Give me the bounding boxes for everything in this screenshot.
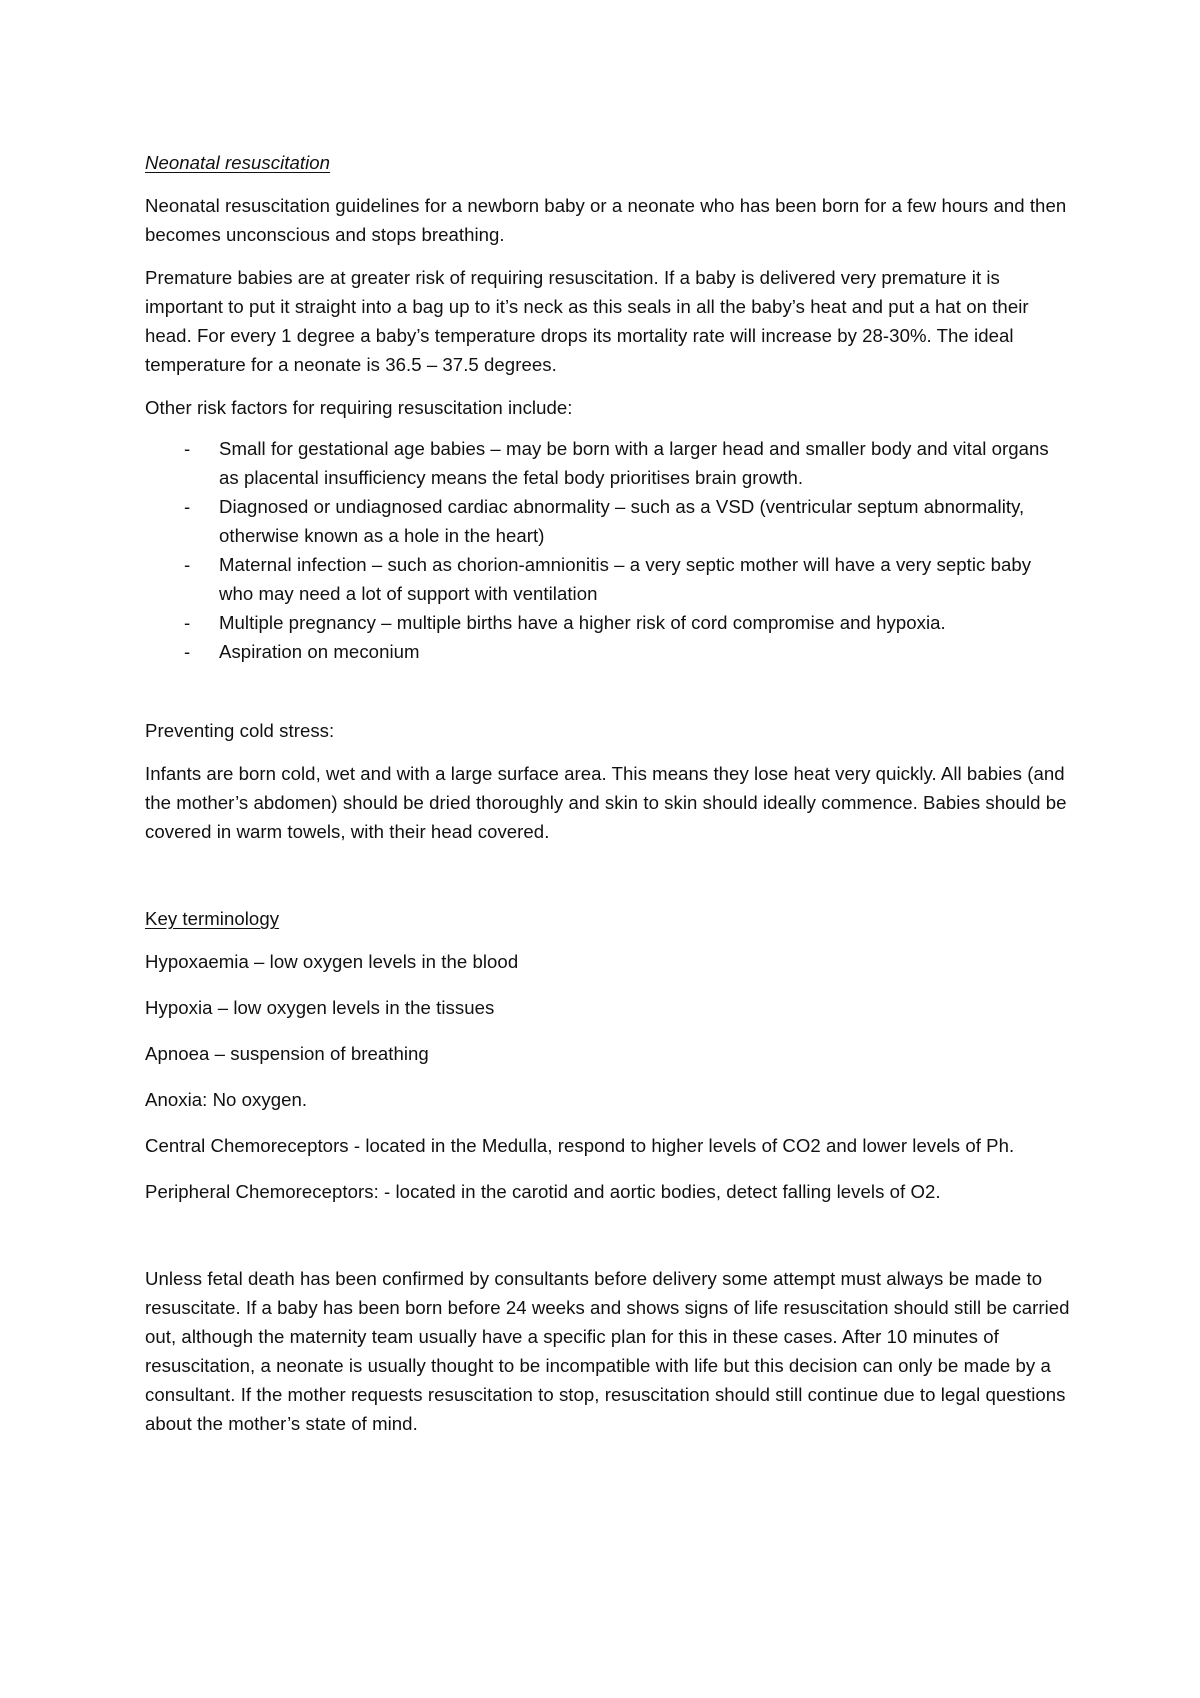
terminology-heading: Key terminology xyxy=(145,908,280,929)
list-item xyxy=(145,550,1070,608)
risk-factors-lead-in: Other risk factors for requiring resuscitation include: xyxy=(145,397,573,418)
document-body xyxy=(145,148,1070,1452)
risk-factor-text: Small for gestational age babies – may be born with a larger head and smaller body and vital organs as placental insufficiency means the fetal body prioritises brain growth. xyxy=(219,438,1049,488)
risk-factor-text: Diagnosed or undiagnosed cardiac abnormality – such as a VSD (ventricular septum abnormality, otherwise known as a hole in the heart) xyxy=(219,496,1025,546)
section-spacer xyxy=(145,860,1070,904)
term-hypoxaemia: Hypoxaemia – low oxygen levels in the blood xyxy=(145,951,519,972)
list-item xyxy=(145,608,1070,637)
closing-paragraph: Unless fetal death has been confirmed by consultants before delivery some attempt must always be made to resuscitate. If a baby has been born before 24 weeks and shows signs of life resuscitation should still be carried out, although the maternity team usually have a specific plan for this in these cases. After 10 minutes of resuscitation, a neonate is usually thought to be incompatible with life but this decision can only be made by a consultant. If the mother requests resuscitation to stop, resuscitation should still continue due to legal questions about the mother’s state of mind. xyxy=(145,1268,1070,1434)
section-spacer xyxy=(145,666,1070,716)
intro-paragraph-premature: Premature babies are at greater risk of requiring resuscitation. If a baby is delivered very premature it is important to put it straight into a bag up to it’s neck as this seals in all the baby’s heat and put a hat on their head. For every 1 degree a baby’s temperature drops its mortality rate will increase by 28-30%. The ideal temperature for a neonate is 36.5 – 37.5 degrees. xyxy=(145,267,1029,375)
cold-stress-heading: Preventing cold stress: xyxy=(145,720,335,741)
risk-factor-text: Multiple pregnancy – multiple births have a higher risk of cord compromise and hypoxia. xyxy=(219,612,946,633)
list-dash: - xyxy=(184,612,191,633)
cold-stress-paragraph: Infants are born cold, wet and with a large surface area. This means they lose heat very quickly. All babies (and the mother’s abdomen) should be dried thoroughly and skin to skin should ideally commence. Babies should be covered in warm towels, with their head covered. xyxy=(145,763,1067,842)
risk-factor-text: Aspiration on meconium xyxy=(219,641,420,662)
term-hypoxia: Hypoxia – low oxygen levels in the tissues xyxy=(145,997,495,1018)
intro-paragraph-definition: Neonatal resuscitation guidelines for a newborn baby or a neonate who has been born for a few hours and then becomes unconscious and stops breathing. xyxy=(145,195,1067,245)
term-anoxia: Anoxia: No oxygen. xyxy=(145,1089,308,1110)
list-dash: - xyxy=(184,554,191,575)
document-title: Neonatal resuscitation xyxy=(145,152,331,173)
list-item xyxy=(145,492,1070,550)
risk-factors-list xyxy=(145,434,1070,666)
risk-factor-text: Maternal infection – such as chorion-amnionitis – a very septic mother will have a very septic baby who may need a lot of support with ventilation xyxy=(219,554,1032,604)
term-apnoea: Apnoea – suspension of breathing xyxy=(145,1043,429,1064)
list-dash: - xyxy=(184,438,191,459)
list-dash: - xyxy=(184,641,191,662)
list-item xyxy=(145,637,1070,666)
list-dash: - xyxy=(184,496,191,517)
section-spacer xyxy=(145,1220,1070,1264)
term-peripheral-chemoreceptors: Peripheral Chemoreceptors: - located in the carotid and aortic bodies, detect falling levels of O2. xyxy=(145,1181,941,1202)
term-central-chemoreceptors: Central Chemoreceptors - located in the Medulla, respond to higher levels of CO2 and lower levels of Ph. xyxy=(145,1135,1015,1156)
list-item xyxy=(145,434,1070,492)
